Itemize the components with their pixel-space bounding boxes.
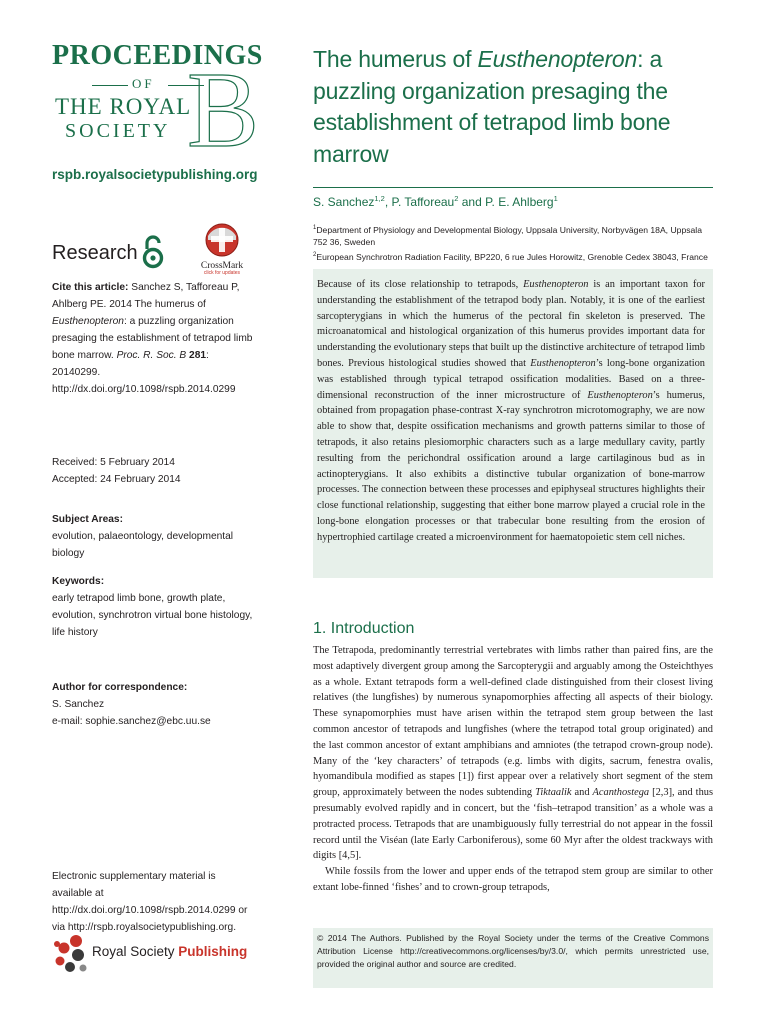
section-heading-introduction: 1. Introduction: [313, 620, 415, 637]
citation-doi-link[interactable]: http://dx.doi.org/10.1098/rspb.2014.0299: [52, 384, 236, 395]
intro-paragraph-1: [313, 643, 713, 864]
subject-label: Subject Areas:: [52, 514, 123, 525]
publisher-name: [92, 944, 247, 959]
affiliation-2: [313, 249, 718, 263]
open-access-icon: [140, 234, 166, 270]
abstract-genus-2: Eusthenopteron: [530, 357, 596, 369]
title-part-2: : a puzzling organization presaging the establishment of tetrapod limb bone marrow: [313, 46, 671, 167]
author-3[interactable]: P. E. Ahlberg: [485, 195, 554, 209]
citation-volume: 281: [189, 350, 207, 361]
keywords-text: early tetrapod limb bone, growth plate, evolution, synchrotron virtual bone histology, life history: [52, 593, 253, 638]
journal-logo: [52, 40, 263, 170]
citation-text-b: : a puzzling organization presaging the establishment of tetrapod limb bone marrow.: [52, 316, 253, 361]
abstract-genus-3: Eusthenopteron: [587, 389, 653, 401]
intro-p1-part-b: and: [571, 787, 593, 799]
publisher-name-regular: Royal Society: [92, 944, 179, 959]
abstract-genus-1: Eusthenopteron: [523, 279, 589, 290]
author-2[interactable]: P. Tafforeau: [391, 195, 455, 209]
citation-journal: Proc. R. Soc. B: [116, 350, 187, 361]
intro-taxon-2: Acanthostega: [592, 787, 650, 799]
author-list: [313, 194, 558, 209]
intro-p1-part-a: The Tetrapoda, predominantly terrestrial vertebrates with limbs rather than paired fins, are the most adaptively divergent group among the Sarcopterygii and arguably among the Osteichthyes as a whole. Extant tetrapods form a well-defined clade distinguished from their closest living relatives (the lungfishes) by numerous synapomorphies affecting all aspects of their biology. These synapomorphies must have arisen within the tetrapod stem group between the last common ancestor of tetrapods and lungfishes (where the tetrapod total group originated) and the last common ancestor of extant amphibians and amniotes (the tetrapod crown-group node). Many of the ‘key characters’ of tetrapods (e.g. limbs with digits, sacrum, fenestra ovalis, hyomandibula modified as stapes [1]) first appear over a relatively short segment of the stem group, approximately between the nodes subtending: [313, 645, 713, 799]
abstract-part-4: ’s humerus, obtained from propagation phase-contrast X-ray synchrotron microtomography, we are now able to show that, despite ossification mechanisms and growth patterns similar to those of tetrapods, it also retains plesiomorphic characters such as a large medullary cavity, partly resulting from the perichondral ossification around a large cartilaginous bud as in actinopterygians. It also exhibits a distinctive tubular organization of bone-marrow processes. The connection between these processes and epiphyseal structures highlights their close functional relationship, suggesting that either bone marrow played a crucial role in the long-bone elongation processes or that trabecular bone resulting from the erosion of hypertrophied cartilage created a microenvironment for haematopoietic stem cell niches.: [317, 389, 705, 543]
abstract-part-2: is an important taxon for understanding the establishment of the tetrapod body plan. Notably, it is one of the earliest sarcopterygians in which the humerus of the pectoral fin skeleton is preserved. The microanatomical and histological organization of this humerus provides important data for understanding the evolutionary steps that built up the distinctive architecture of tetrapod limb bones. Previous histological studies showed that: [317, 279, 705, 369]
affiliation-2-num: 2: [313, 251, 317, 258]
logo-the-royal: THE ROYAL: [55, 94, 192, 119]
author-1-affil: 1,2: [374, 194, 385, 203]
correspondence-name: S. Sanchez: [52, 699, 105, 710]
keywords-block: [52, 573, 257, 641]
affiliation-2-text: European Synchrotron Radiation Facility, BP220, 6 rue Jules Horowitz, Grenoble Cedex 38043, France: [316, 251, 708, 262]
intro-p1-part-c: [2,3], and thus presumably evolved rapidly and in concert, but the ‘fish–tetrapod transition’ as a whole was a protracted process. Tetrapods that are unambiguously fully terrestrial do not appear in the fossil record until the Viséan (late Early Carboniferous), some 60 Myr after the oldest trackways with digits [4,5].: [313, 787, 713, 862]
abstract-text: [317, 277, 705, 546]
logo-series-letter: B: [187, 51, 260, 170]
affiliations: [313, 222, 718, 264]
logo-rule-left: [92, 85, 128, 86]
accepted-date: Accepted: 24 February 2014: [52, 474, 181, 485]
publisher-logo: [52, 934, 262, 974]
correspondence-label: Author for correspondence:: [52, 682, 188, 693]
supplementary-note: Electronic supplementary material is available at http://dx.doi.org/10.1098/rspb.2014.0299 or via http://rspb.royalsocietypublishing.org.: [52, 871, 248, 933]
publisher-name-bold: Publishing: [178, 944, 248, 959]
crossmark-label: CrossMark: [200, 261, 244, 271]
affiliation-1: [313, 222, 718, 248]
crossmark-sublabel: click for updates: [203, 270, 241, 276]
citation-text-c: : 20140299.: [52, 350, 209, 378]
subject-text: evolution, palaeontology, developmental biology: [52, 531, 234, 559]
journal-url-link[interactable]: rspb.royalsocietypublishing.org: [52, 167, 258, 182]
received-date: Received: 5 February 2014: [52, 457, 175, 468]
intro-paragraph-2: While fossils from the lower and upper ends of the tetrapod stem group are similar to other extant lobe-finned ‘fishes’ and to crown-group tetrapods,: [313, 866, 713, 893]
citation-label: Cite this article:: [52, 282, 129, 293]
citation-block: [52, 279, 257, 398]
author-2-affil: 2: [454, 194, 459, 203]
logo-proceedings: PROCEEDINGS: [52, 40, 263, 71]
citation-text-a: Sanchez S, Tafforeau P, Ahlberg PE. 2014 The humerus of: [52, 282, 240, 310]
subject-areas: [52, 511, 257, 562]
crossmark-icon: [202, 222, 242, 258]
crossmark-button[interactable]: [193, 222, 251, 278]
author-3-affil: 1: [553, 194, 558, 203]
intro-taxon-1: Tiktaalik: [535, 787, 572, 799]
introduction-body: [313, 643, 713, 896]
license-text: © 2014 The Authors. Published by the Royal Society under the terms of the Creative Commons Attribution License http://creativecommons.org/licenses/by/3.0/, which permits unrestricted use, provided the original author and source are credited.: [317, 933, 709, 970]
affiliation-1-text: Department of Physiology and Developmental Biology, Uppsala University, Norbyvägen 18A, Uppsala 752 36, Sweden: [313, 224, 702, 247]
abstract-part-1: Because of its close relationship to tetrapods,: [317, 279, 524, 290]
abstract-part-3: ’s long-bone organization was established through typical tetrapod ossification modalities. Based on a three-dimensional reconstruction of the inner microstructure of: [317, 357, 705, 401]
publisher-dots-icon: [52, 934, 88, 974]
author-1[interactable]: S. Sanchez: [313, 195, 375, 209]
logo-society: SOCIETY: [65, 120, 171, 142]
author-sep-2: and: [458, 195, 486, 209]
title-part-1: The humerus of: [313, 46, 478, 72]
author-sep-1: ,: [384, 195, 392, 209]
article-title: [313, 44, 733, 170]
citation-genus: Eusthenopteron: [52, 316, 124, 327]
keywords-label: Keywords:: [52, 576, 105, 587]
correspondence-email-link[interactable]: e-mail: sophie.sanchez@ebc.uu.se: [52, 716, 211, 727]
correspondence-block: [52, 679, 257, 730]
title-genus: Eusthenopteron: [477, 46, 638, 72]
article-type: Research: [52, 242, 138, 264]
affiliation-1-num: 1: [313, 225, 317, 231]
logo-of: OF: [132, 76, 155, 91]
title-divider: [313, 187, 713, 188]
dates-block: [52, 454, 257, 488]
